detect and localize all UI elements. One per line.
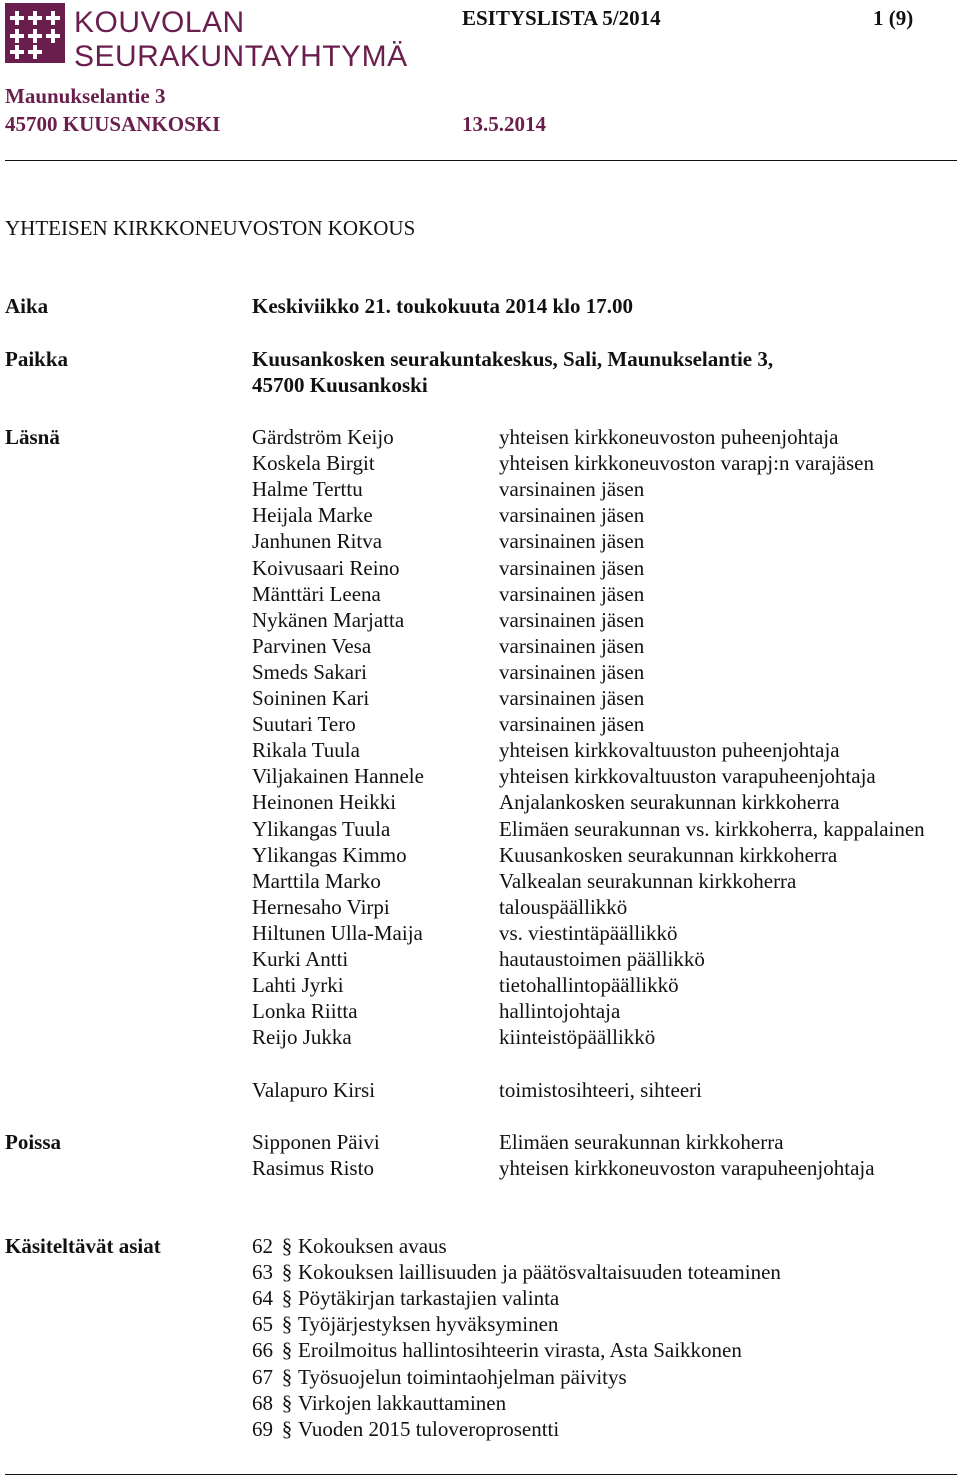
attendee-row xyxy=(0,505,960,531)
person-name: Mänttäri Leena xyxy=(252,581,381,606)
person-role: varsinainen jäsen xyxy=(499,659,645,684)
attendee-row xyxy=(0,688,960,714)
section-sign: § xyxy=(281,1338,293,1363)
person-role: varsinainen jäsen xyxy=(499,529,645,554)
attendee-row xyxy=(0,975,960,1001)
attendee-row xyxy=(0,607,960,636)
attendee-row xyxy=(0,714,960,740)
person-role: vs. viestintäpäällikkö xyxy=(499,920,678,945)
person-role: talouspäällikkö xyxy=(499,894,628,919)
absent-row xyxy=(0,1132,960,1158)
person-name: Koskela Birgit xyxy=(252,451,375,476)
agenda-item-number: 66 xyxy=(252,1338,273,1363)
logo-line2: SEURAKUNTAYHTYMÄ xyxy=(74,40,408,73)
agenda-item-title: Kokouksen avaus xyxy=(298,1234,447,1258)
agenda-item-title: Vuoden 2015 tuloveroprosentti xyxy=(298,1416,560,1441)
person-name: Lonka Riitta xyxy=(252,999,358,1024)
agenda-item-number: 67 xyxy=(252,1364,273,1389)
person-name: Kurki Antti xyxy=(252,947,349,971)
agenda-item xyxy=(252,1390,507,1415)
attendee-row xyxy=(0,842,960,871)
agenda-item xyxy=(252,1262,781,1283)
person-name: Rikala Tuula xyxy=(252,738,360,763)
absent-row xyxy=(0,1158,960,1184)
agenda-item-title: Kokouksen laillisuuden ja päätösvaltaisuuden toteaminen xyxy=(298,1260,781,1285)
agenda-item-number: 69 xyxy=(252,1416,273,1441)
doc-date: 13.5.2014 xyxy=(462,112,546,136)
attendee-row xyxy=(0,792,960,818)
person-name: Ylikangas Tuula xyxy=(252,816,391,841)
agenda-item xyxy=(252,1288,559,1309)
attendee-row xyxy=(0,1001,960,1027)
aika-label: Aika xyxy=(5,294,49,318)
person-name: Soininen Kari xyxy=(252,686,370,710)
section-sign: § xyxy=(281,1234,293,1258)
person-role: yhteisen kirkkoneuvoston varapj:n varajäsen xyxy=(499,451,874,476)
agenda-item xyxy=(252,1314,558,1335)
person-role: yhteisen kirkkovaltuuston varapuheenjohtaja xyxy=(499,764,876,789)
address-line1: Maunukselantie 3 xyxy=(5,84,166,108)
agenda-item xyxy=(252,1236,447,1257)
attendee-row xyxy=(0,659,960,688)
attendee-row xyxy=(0,479,960,505)
agenda-item-title: Työsuojelun toimintaohjelman päivitys xyxy=(298,1364,627,1389)
attendee-row xyxy=(0,766,960,792)
attendee-row xyxy=(0,868,960,897)
agenda-item-number: 64 xyxy=(252,1286,273,1311)
person-name: Reijo Jukka xyxy=(252,1025,352,1050)
person-name: Halme Terttu xyxy=(252,477,363,502)
section-sign: § xyxy=(281,1364,293,1389)
agenda-label: Käsiteltävät asiat xyxy=(5,1234,161,1258)
section-sign: § xyxy=(281,1312,293,1337)
person-name: Suutari Tero xyxy=(252,712,356,737)
person-name: Hernesaho Virpi xyxy=(252,894,390,919)
paikka-value-line2: 45700 Kuusankoski xyxy=(252,373,428,397)
person-role: varsinainen jäsen xyxy=(499,712,645,737)
person-name: Koivusaari Reino xyxy=(252,555,400,580)
person-name: Janhunen Ritva xyxy=(252,529,383,554)
section-sign: § xyxy=(281,1390,293,1415)
paikka-label: Paikka xyxy=(5,347,69,371)
doc-title: ESITYSLISTA 5/2014 xyxy=(462,6,661,30)
person-role: varsinainen jäsen xyxy=(499,581,645,606)
agenda-item-number: 62 xyxy=(252,1234,273,1258)
person-name: Sipponen Päivi xyxy=(252,1130,380,1154)
aika-value: Keskiviikko 21. toukokuuta 2014 klo 17.00 xyxy=(252,294,634,318)
person-name: Hiltunen Ulla-Maija xyxy=(252,920,423,945)
attendee-row xyxy=(0,1027,960,1053)
person-name: Viljakainen Hannele xyxy=(252,764,424,789)
attendee-row xyxy=(0,581,960,610)
person-name: Marttila Marko xyxy=(252,868,381,893)
attendee-row xyxy=(0,949,960,975)
person-role: hautaustoimen päällikkö xyxy=(499,947,705,971)
secretary-row xyxy=(0,1080,960,1106)
attendee-row xyxy=(0,453,960,479)
person-name: Heinonen Heikki xyxy=(252,790,397,815)
agenda-item xyxy=(252,1416,560,1441)
poissa-label: Poissa xyxy=(5,1130,62,1154)
logo-line1: KOUVOLAN xyxy=(74,6,245,39)
section-sign: § xyxy=(281,1416,293,1441)
person-role: yhteisen kirkkoneuvoston varapuheenjohtaja xyxy=(499,1156,875,1180)
agenda-item xyxy=(252,1364,627,1389)
meeting-title: YHTEISEN KIRKKONEUVOSTON KOKOUS xyxy=(5,216,416,240)
paikka-value-line1: Kuusankosken seurakuntakeskus, Sali, Maunukselantie 3, xyxy=(252,347,774,371)
person-name: Lahti Jyrki xyxy=(252,973,344,998)
address-line2: 45700 KUUSANKOSKI xyxy=(5,112,221,136)
secretary-role: toimistosihteeri, sihteeri xyxy=(499,1078,702,1102)
agenda-item-number: 63 xyxy=(252,1260,273,1285)
person-role: Elimäen seurakunnan kirkkoherra xyxy=(499,1130,784,1154)
agenda-item xyxy=(252,1340,742,1361)
attendee-row xyxy=(0,816,960,845)
footer-divider xyxy=(5,1474,957,1475)
person-role: Elimäen seurakunnan vs. kirkkoherra, kappalainen xyxy=(499,816,925,841)
page-number: 1 (9) xyxy=(873,6,914,30)
agenda-item-title: Pöytäkirjan tarkastajien valinta xyxy=(298,1286,560,1311)
person-name: Gärdström Keijo xyxy=(252,425,394,449)
person-role: varsinainen jäsen xyxy=(499,503,645,528)
header-divider xyxy=(5,160,957,161)
section-sign: § xyxy=(281,1260,293,1285)
person-role: kiinteistöpäällikkö xyxy=(499,1025,656,1050)
person-role: varsinainen jäsen xyxy=(499,555,645,580)
secretary-name: Valapuro Kirsi xyxy=(252,1078,376,1102)
agenda-item-title: Eroilmoitus hallintosihteerin virasta, Asta Saikkonen xyxy=(298,1338,742,1363)
attendee-row xyxy=(0,633,960,662)
person-role: tietohallintopäällikkö xyxy=(499,973,679,998)
lasna-label: Läsnä xyxy=(5,425,60,449)
person-role: varsinainen jäsen xyxy=(499,477,645,502)
person-role: Anjalankosken seurakunnan kirkkoherra xyxy=(499,790,840,815)
attendee-row xyxy=(0,555,960,584)
attendee-row xyxy=(0,531,960,557)
person-name: Parvinen Vesa xyxy=(252,633,372,658)
person-role: yhteisen kirkkoneuvoston puheenjohtaja xyxy=(499,425,839,449)
agenda-item-number: 65 xyxy=(252,1312,273,1337)
section-sign: § xyxy=(281,1286,293,1311)
attendee-row xyxy=(0,740,960,766)
attendee-row xyxy=(0,427,960,453)
person-role: hallintojohtaja xyxy=(499,999,621,1024)
person-role: yhteisen kirkkovaltuuston puheenjohtaja xyxy=(499,738,840,763)
person-role: varsinainen jäsen xyxy=(499,633,645,658)
person-role: varsinainen jäsen xyxy=(499,686,645,710)
agenda-item-title: Työjärjestyksen hyväksyminen xyxy=(298,1312,559,1337)
person-name: Smeds Sakari xyxy=(252,659,367,684)
agenda-item-title: Virkojen lakkauttaminen xyxy=(298,1390,507,1415)
attendee-row xyxy=(0,920,960,949)
attendee-row xyxy=(0,894,960,923)
agenda-item-number: 68 xyxy=(252,1390,273,1415)
person-name: Heijala Marke xyxy=(252,503,373,528)
person-name: Ylikangas Kimmo xyxy=(252,842,407,867)
person-role: Kuusankosken seurakunnan kirkkoherra xyxy=(499,842,838,867)
person-role: varsinainen jäsen xyxy=(499,607,645,632)
person-name: Nykänen Marjatta xyxy=(252,607,405,632)
person-name: Rasimus Risto xyxy=(252,1156,374,1180)
person-role: Valkealan seurakunnan kirkkoherra xyxy=(499,868,797,893)
kouvola-logo-icon xyxy=(5,3,65,63)
